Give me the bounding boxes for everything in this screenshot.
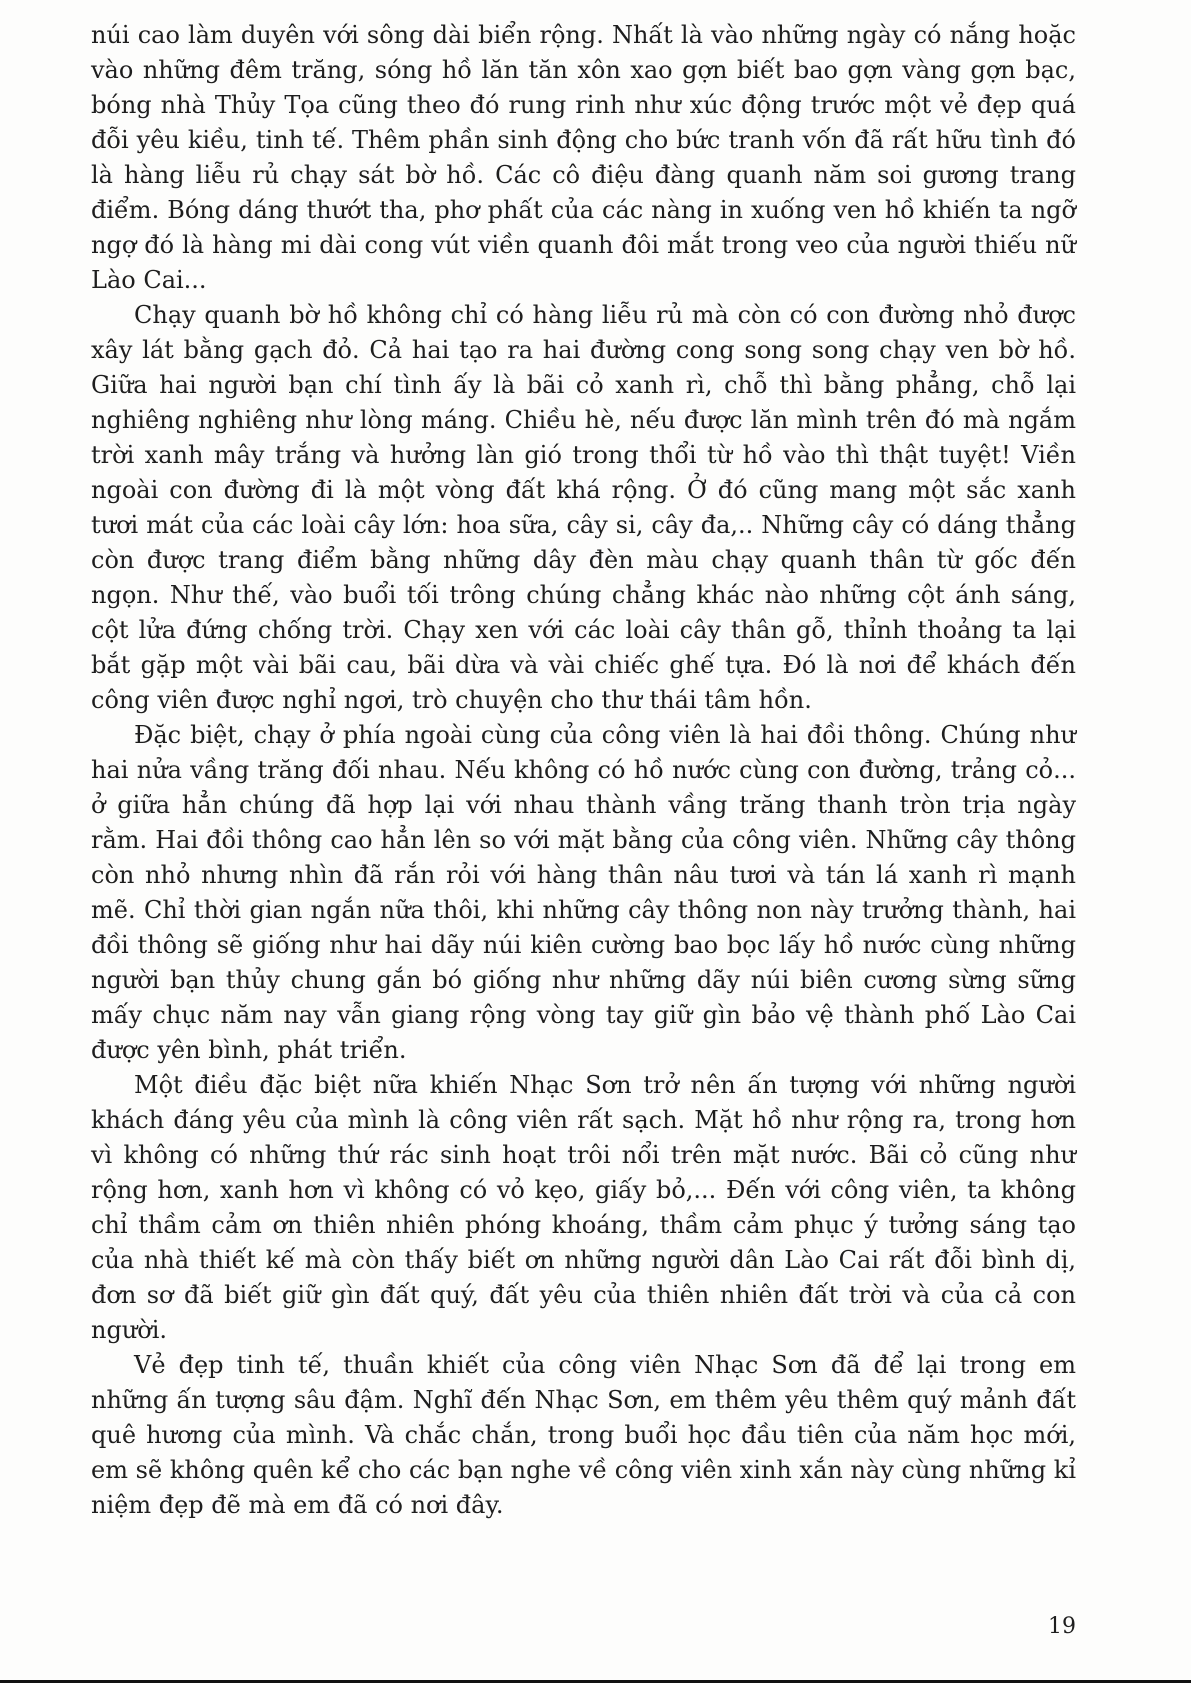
paragraph-5: Vẻ đẹp tinh tế, thuần khiết của công viên Nhạc Sơn đã để lại trong em những ấn tượng sâu đậm. Nghĩ đến Nhạc Sơn, em thêm yêu thêm quý mảnh đất quê hương của mình. Và chắc chắn, trong buổi học đầu tiên của năm học mới, em sẽ không quên kể cho các bạn nghe về công viên xinh xắn này cùng những kỉ niệm đẹp đẽ mà em đã có nơi đây. [91, 1351, 1076, 1519]
paragraph-3: Đặc biệt, chạy ở phía ngoài cùng của công viên là hai đồi thông. Chúng như hai nửa vầng trăng đối nhau. Nếu không có hồ nước cùng con đường, trảng cỏ... ở giữa hẳn chúng đã hợp lại với nhau thành vầng trăng thanh tròn trịa ngày rằm. Hai đồi thông cao hẳn lên so với mặt bằng của công viên. Những cây thông còn nhỏ nhưng nhìn đã rắn rỏi với hàng thân nâu tươi và tán lá xanh rì mạnh mẽ. Chỉ thời gian ngắn nữa thôi, khi những cây thông non này trưởng thành, hai đồi thông sẽ giống như hai dãy núi kiên cường bao bọc lấy hồ nước cùng những người bạn thủy chung gắn bó giống như những dãy núi biên cương sừng sững mấy chục năm nay vẫn giang rộng vòng tay giữ gìn bảo vệ thành phố Lào Cai được yên bình, phát triển. [91, 721, 1076, 1064]
page-number: 19 [1048, 1614, 1076, 1639]
paragraph-4: Một điều đặc biệt nữa khiến Nhạc Sơn trở nên ấn tượng với những người khách đáng yêu của mình là công viên rất sạch. Mặt hồ như rộng ra, trong hơn vì không có những thứ rác sinh hoạt trôi nổi trên mặt nước. Bãi cỏ cũng như rộng hơn, xanh hơn vì không có vỏ kẹo, giấy bỏ,... Đến với công viên, ta không chỉ thầm cảm ơn thiên nhiên phóng khoáng, thầm cảm phục ý tưởng sáng tạo của nhà thiết kế mà còn thấy biết ơn những người dân Lào Cai rất đỗi bình dị, đơn sơ đã biết giữ gìn đất quý, đất yêu của thiên nhiên đất trời và của cả con người. [91, 1071, 1076, 1344]
paragraph-2: Chạy quanh bờ hồ không chỉ có hàng liễu rủ mà còn có con đường nhỏ được xây lát bằng gạch đỏ. Cả hai tạo ra hai đường cong song song chạy ven bờ hồ. Giữa hai người bạn chí tình ấy là bãi cỏ xanh rì, chỗ thì bằng phẳng, chỗ lại nghiêng nghiêng như lòng máng. Chiều hè, nếu được lăn mình trên đó mà ngắm trời xanh mây trắng và hưởng làn gió trong thổi từ hồ vào thì thật tuyệt! Viền ngoài con đường đi là một vòng đất khá rộng. Ở đó cũng mang một sắc xanh tươi mát của các loài cây lớn: hoa sữa, cây si, cây đa,.. Những cây có dáng thẳng còn được trang điểm bằng những dây đèn màu chạy quanh thân từ gốc đến ngọn. Như thế, vào buổi tối trông chúng chẳng khác nào những cột ánh sáng, cột lửa đứng chống trời. Chạy xen với các loài cây thân gỗ, thỉnh thoảng ta lại bắt gặp một vài bãi cau, bãi dừa và vài chiếc ghế tựa. Đó là nơi để khách đến công viên được nghỉ ngơi, trò chuyện cho thư thái tâm hồn. [91, 301, 1076, 714]
body-text [91, 18, 1076, 1523]
paragraph-1: núi cao làm duyên với sông dài biển rộng. Nhất là vào những ngày có nắng hoặc vào những đêm trăng, sóng hồ lăn tăn xôn xao gợn biết bao gợn vàng gợn bạc, bóng nhà Thủy Tọa cũng theo đó rung rinh như xúc động trước một vẻ đẹp quá đỗi yêu kiều, tinh tế. Thêm phần sinh động cho bức tranh vốn đã rất hữu tình đó là hàng liễu rủ chạy sát bờ hồ. Các cô điệu đàng quanh năm soi gương trang điểm. Bóng dáng thướt tha, phơ phất của các nàng in xuống ven hồ khiến ta ngỡ ngợ đó là hàng mi dài cong vút viền quanh đôi mắt trong veo của người thiếu nữ Lào Cai... [91, 21, 1076, 294]
